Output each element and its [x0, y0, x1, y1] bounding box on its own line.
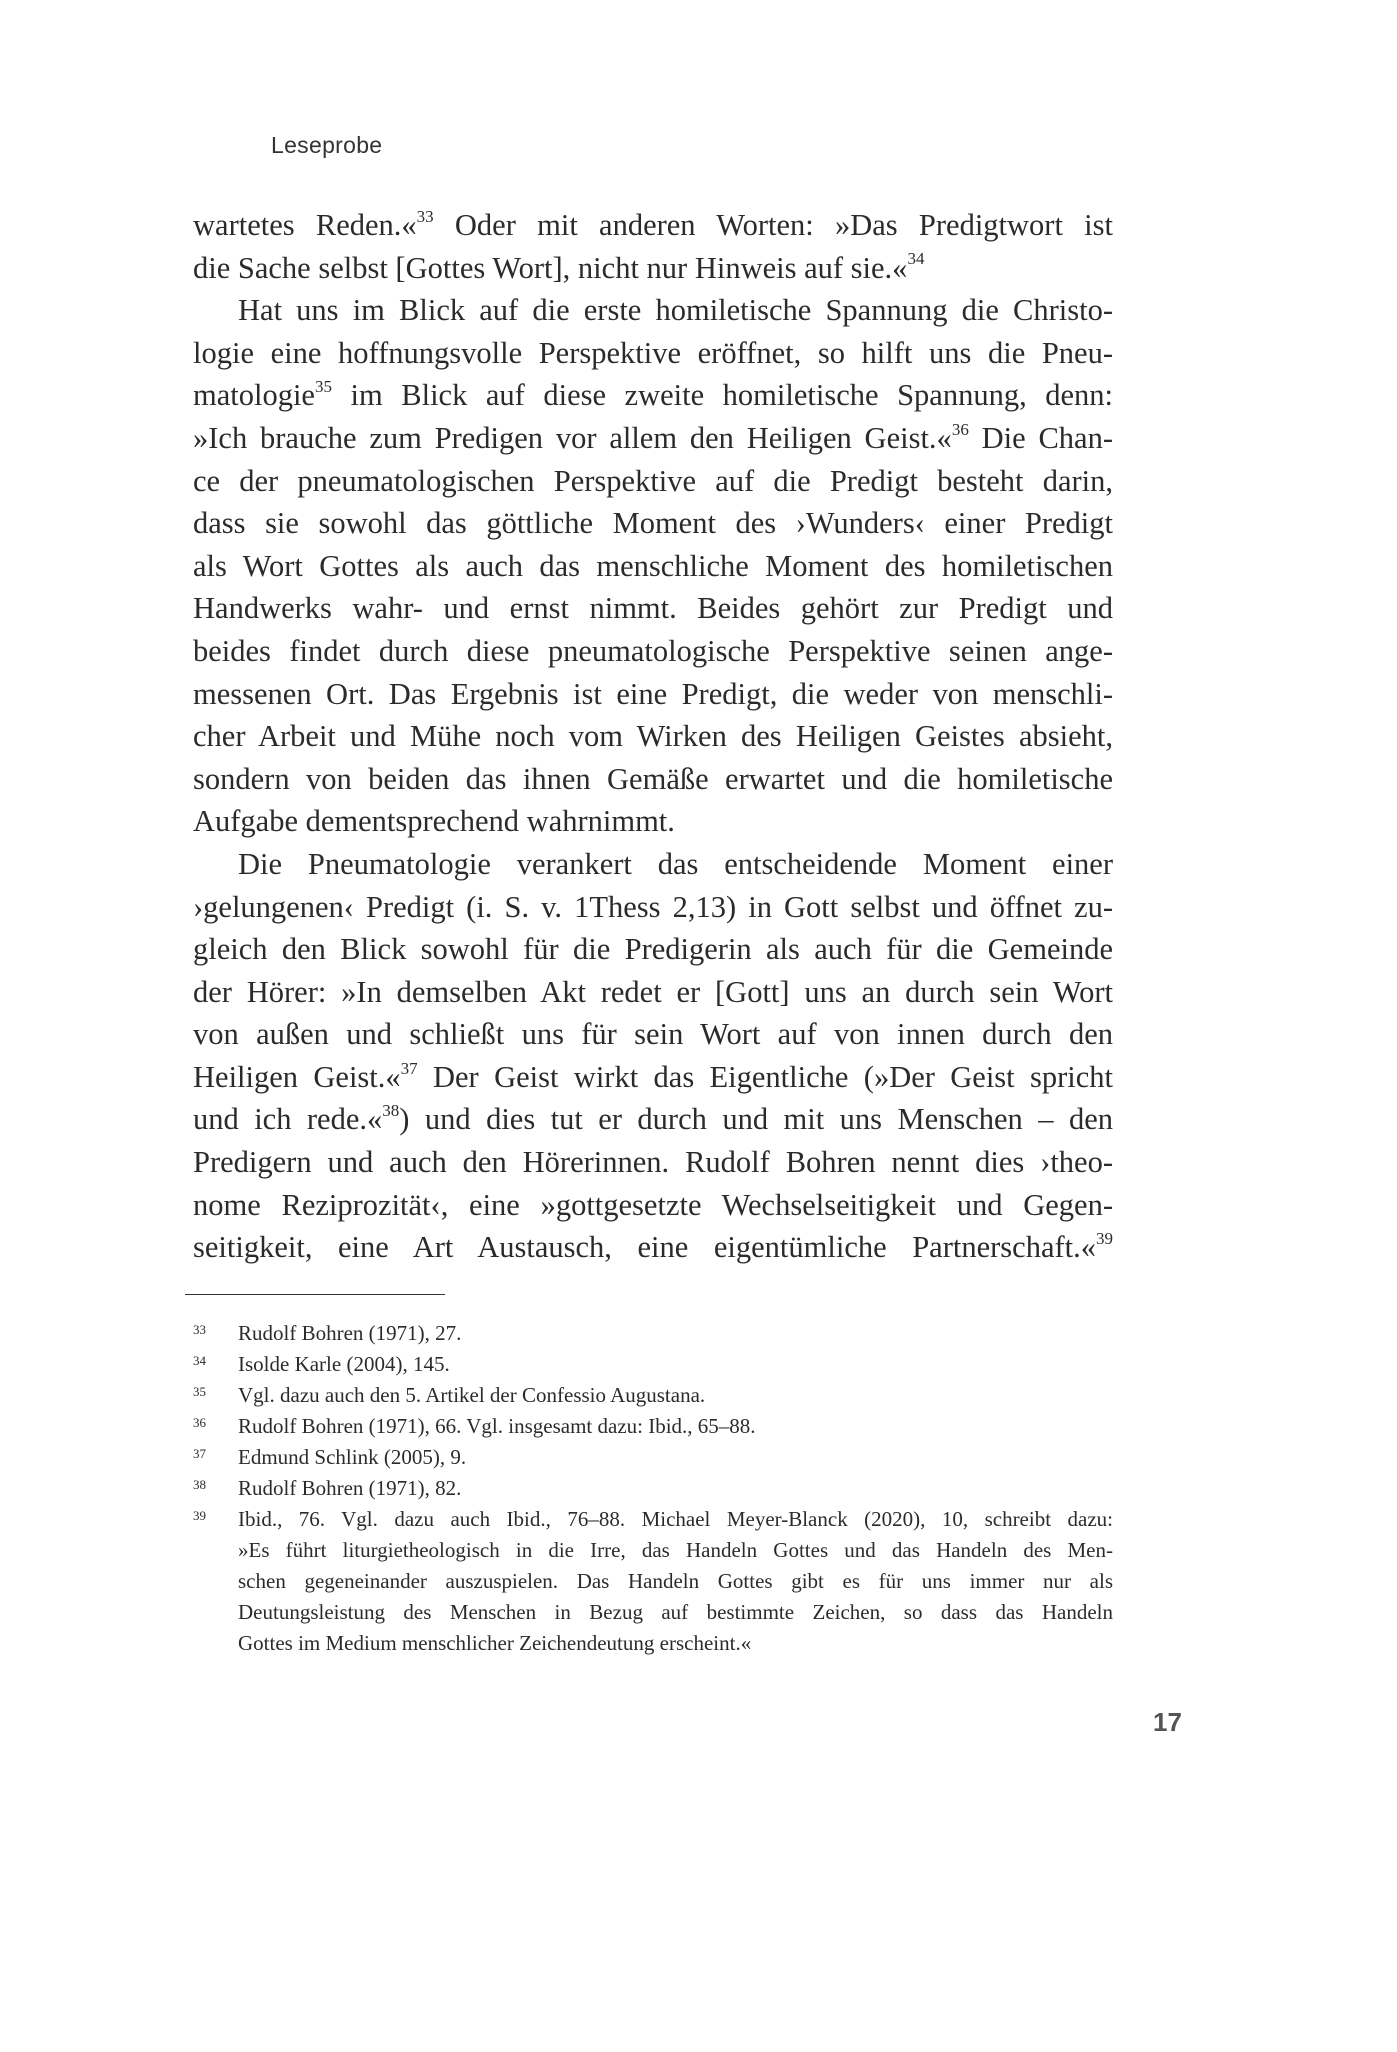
text-line: cher Arbeit und Mühe noch vom Wirken des Heiligen Geistes absieht,: [193, 719, 1113, 754]
text-line: matologie$^{35}$ im Blick auf diese zweite homiletische Spannung, denn:: [193, 377, 1113, 413]
text-line: Heiligen Geist.«$^{37}$ Der Geist wirkt das Eigentliche (»Der Geist spricht: [193, 1058, 1114, 1094]
footnote: [193, 1504, 1113, 1659]
footnote-ref[interactable]: 36: [951, 419, 969, 439]
footnote-text: schen gegeneinander auszuspielen. Das Handeln Gottes gibt es für uns immer nur als: [238, 1569, 1113, 1593]
page-number: 17: [1153, 1707, 1182, 1737]
text-line: seitigkeit, eine Art Austausch, eine eigentümliche Partnerschaft.«$^{39}$: [193, 1229, 1113, 1265]
footnote-number: 35: [193, 1384, 206, 1399]
text-line: messenen Ort. Das Ergebnis ist eine Predigt, die weder von menschli-: [193, 676, 1113, 711]
footnote-ref[interactable]: 37: [400, 1058, 418, 1078]
footnote: [193, 1318, 1113, 1349]
footnote-separator: [185, 1294, 445, 1295]
text-line: und ich rede.«$^{38}$) und dies tut er durch und mit uns Menschen – den: [193, 1101, 1113, 1137]
text-line: logie eine hoffnungsvolle Perspektive eröffnet, so hilft uns die Pneu-: [193, 335, 1113, 370]
footnote-text: Rudolf Bohren (1971), 27.: [238, 1321, 462, 1345]
text-line: ›gelungenen‹ Predigt (i. S. v. 1Thess 2,13) in Gott selbst und öffnet zu-: [193, 889, 1113, 924]
text-line: Hat uns im Blick auf die erste homiletische Spannung die Christo-: [238, 293, 1113, 328]
footnote-ref[interactable]: 38: [382, 1101, 400, 1121]
text-line: wartetes Reden.«$^{33}$ Oder mit anderen Worten: »Das Predigtwort ist: [193, 206, 1114, 242]
footnote: [193, 1473, 1113, 1504]
footnote-number: 38: [193, 1477, 206, 1492]
text-line: nome Reziprozität‹, eine »gottgesetzte Wechselseitigkeit und Gegen-: [193, 1187, 1113, 1222]
footnote-text: Gottes im Medium menschlicher Zeichendeutung erscheint.«: [238, 1631, 752, 1655]
footnote-text: Isolde Karle (2004), 145.: [238, 1352, 450, 1376]
text-line: ce der pneumatologischen Perspektive auf die Predigt besteht darin,: [193, 463, 1113, 498]
footnote-text: Deutungsleistung des Menschen in Bezug auf bestimmte Zeichen, so dass das Handeln: [238, 1600, 1113, 1624]
footnote-number: 39: [193, 1508, 206, 1523]
footnotes: [193, 1318, 1113, 1659]
footnote-ref[interactable]: 33: [416, 206, 434, 226]
footnote-number: 36: [193, 1415, 206, 1430]
footnote-ref[interactable]: 34: [907, 249, 925, 269]
text-line: Die Pneumatologie verankert das entscheidende Moment einer: [238, 846, 1113, 881]
footnote-text: Vgl. dazu auch den 5. Artikel der Confessio Augustana.: [238, 1383, 706, 1407]
text-line: »Ich brauche zum Predigen vor allem den Heiligen Geist.«$^{36}$ Die Chan-: [193, 419, 1113, 455]
footnote: [193, 1442, 1113, 1473]
footnote-text: Ibid., 76. Vgl. dazu auch Ibid., 76–88. Michael Meyer-Blanck (2020), 10, schreibt dazu:: [238, 1507, 1113, 1531]
footnote: [193, 1411, 1113, 1442]
text-line: Aufgabe dementsprechend wahrnimmt.: [193, 804, 675, 839]
text-line: Handwerks wahr- und ernst nimmt. Beides gehört zur Predigt und: [193, 591, 1113, 626]
footnote-text: »Es führt liturgietheologisch in die Irre, das Handeln Gottes und das Handeln des Men-: [238, 1538, 1113, 1562]
footnote-ref[interactable]: 39: [1096, 1229, 1113, 1249]
footnote-number: 34: [193, 1353, 206, 1368]
footnote-text: Edmund Schlink (2005), 9.: [238, 1445, 467, 1469]
text-line: Predigern und auch den Hörerinnen. Rudolf Bohren nennt dies ›theo-: [193, 1145, 1113, 1180]
text-line: gleich den Blick sowohl für die Predigerin als auch für die Gemeinde: [193, 932, 1113, 967]
body-text: [193, 204, 1113, 1269]
footnote-text: Rudolf Bohren (1971), 82.: [238, 1476, 462, 1500]
text-line: beides findet durch diese pneumatologische Perspektive seinen ange-: [193, 633, 1113, 668]
footnote: [193, 1349, 1113, 1380]
running-head: Leseprobe: [271, 132, 383, 158]
text-line: von außen und schließt uns für sein Wort auf von innen durch den: [193, 1017, 1113, 1052]
text-line: sondern von beiden das ihnen Gemäße erwartet und die homiletische: [193, 761, 1113, 796]
text-line: die Sache selbst [Gottes Wort], nicht nur Hinweis auf sie.«$^{34}$: [193, 249, 925, 285]
text-line: der Hörer: »In demselben Akt redet er [Gott] uns an durch sein Wort: [193, 974, 1113, 1009]
text-line: dass sie sowohl das göttliche Moment des ›Wunders‹ einer Predigt: [193, 506, 1113, 541]
footnote: [193, 1380, 1113, 1411]
footnote-number: 33: [193, 1322, 206, 1337]
text-line: als Wort Gottes als auch das menschliche Moment des homiletischen: [193, 548, 1113, 583]
footnote-text: Rudolf Bohren (1971), 66. Vgl. insgesamt dazu: Ibid., 65–88.: [238, 1414, 756, 1438]
footnote-ref[interactable]: 35: [314, 377, 332, 397]
footnote-number: 37: [193, 1446, 206, 1461]
